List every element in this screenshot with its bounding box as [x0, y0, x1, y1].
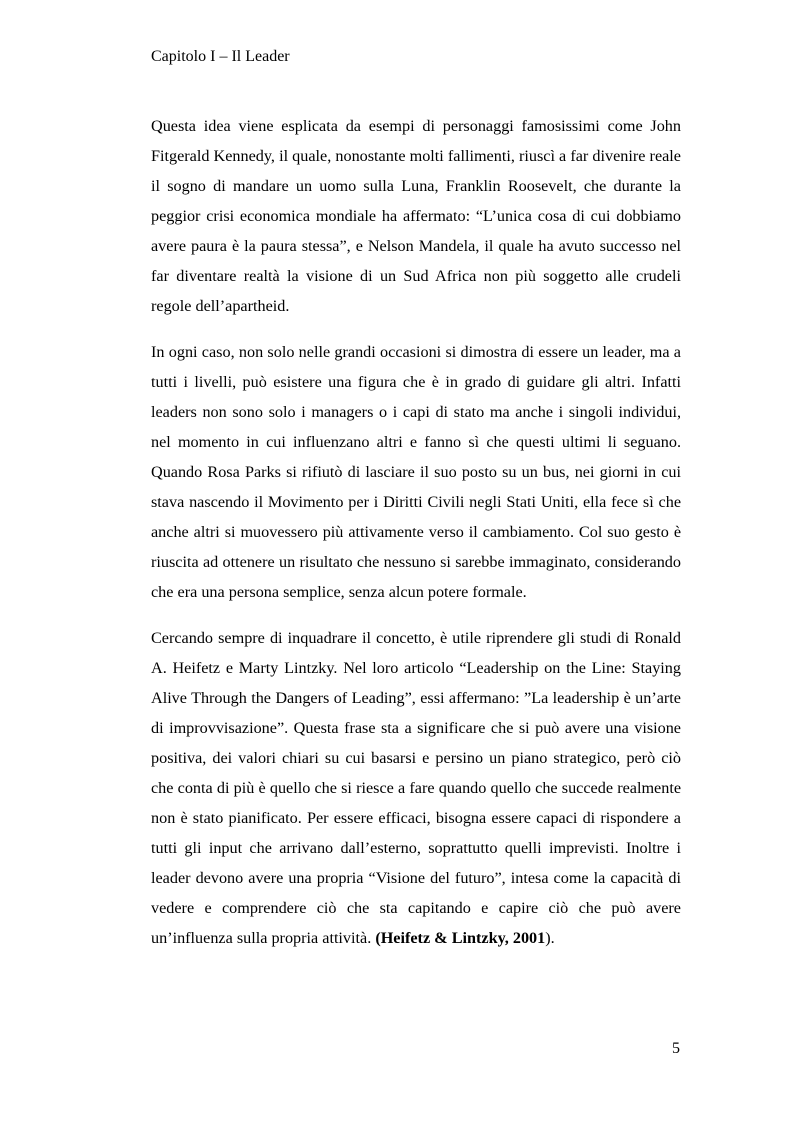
- paragraph-examples: Questa idea viene esplicata da esempi di personaggi famosissimi come John Fitgerald Kennedy, il quale, nonostante molti fallimenti, riuscì a far divenire reale il sogno di mandare un uomo sulla Luna, Franklin Roosevelt, che durante la peggior crisi economica mondiale ha affermato: “L’unica cosa di cui dobbiamo avere paura è la paura stessa”, e Nelson Mandela, il quale ha avuto successo nel far diventare realtà la visione di un Sud Africa non più soggetto alle crudeli regole dell’apartheid.: [151, 117, 681, 315]
- paragraph-heifetz-lintzky: [151, 623, 681, 953]
- paragraph-leaders-at-all-levels: In ogni caso, non solo nelle grandi occasioni si dimostra di essere un leader, ma a tutti i livelli, può esistere una figura che è in grado di guidare gli altri. Infatti leaders non sono solo i managers o i capi di stato ma anche i singoli individui, nel momento in cui influenzano altri e fanno sì che questi ultimi li seguano. Quando Rosa Parks si rifiutò di lasciare il suo posto su un bus, nei giorni in cui stava nascendo il Movimento per i Diritti Civili negli Stati Uniti, ella fece sì che anche altri si muovessero più attivamente verso il cambiamento. Col suo gesto è riuscita ad ottenere un risultato che nessuno si sarebbe immaginato, considerando che era una persona semplice, senza alcun potere formale.: [151, 343, 681, 601]
- paragraph-text: Cercando sempre di inquadrare il concetto, è utile riprendere gli studi di Ronald A. Heifetz e Marty Lintzky. Nel loro articolo “Leadership on the Line: Staying Alive Through the Dangers of Leading”, essi affermano: ”La leadership è un’arte di improvvisazione”. Questa frase sta a significare che si può avere una visione positiva, dei valori chiari su cui basarsi e persino un piano strategico, però ciò che conta di più è quello che si riesce a fare quando quello che succede realmente non è stato pianificato. Per essere efficaci, bisogna essere capaci di rispondere a tutti gli input che arrivano dall’esterno, soprattutto quelli imprevisti. Inoltre i leader devono avere una propria “Visione del futuro”, intesa come la capacità di vedere e comprendere ciò che sta capitando e capire ciò che può avere un’influenza sulla propria attività.: [151, 629, 681, 947]
- body-text: [151, 111, 681, 953]
- page-number: 5: [672, 1040, 680, 1057]
- running-header: Capitolo I – Il Leader: [151, 48, 290, 65]
- citation: (Heifetz & Lintzky, 2001: [375, 929, 546, 947]
- citation-closing: ).: [545, 929, 555, 947]
